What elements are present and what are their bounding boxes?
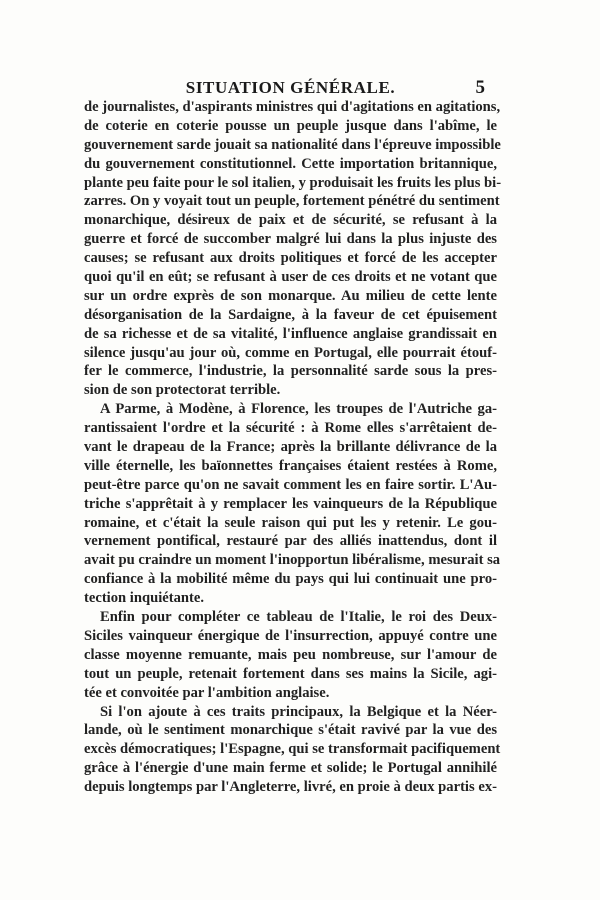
text-line: Si l'on ajoute à ces traits principaux, la Belgique et la Néer- [100,703,497,720]
text-line: rantissaient l'ordre et la sécurité : à Rome elles s'arrêtaient de- [84,420,497,437]
page-number: 5 [475,77,485,98]
paragraph [84,703,501,797]
page-body [84,98,502,797]
text-line: tout un peuple, retenait fortement dans ses mains la Sicile, agi- [84,665,497,682]
text-line: désorganisation de la Sardaigne, à la faveur de cet épuisement [84,306,497,323]
text-line: plante peu faite pour le sol italien, y produisait les fruits les plus bi- [84,174,502,191]
paragraph [84,608,497,702]
text-line: sion de son protectorat terrible. [84,382,281,399]
running-header [84,78,497,100]
text-line: de coterie en coterie pousse un peuple jusque dans l'abîme, le [84,117,497,134]
text-line: lande, où le sentiment monarchique s'était ravivé par la vue des [84,722,497,739]
text-line: triche s'apprêtait à y remplacer les vainqueurs de la République [84,495,497,512]
text-line: depuis longtemps par l'Angleterre, livré, en proie à deux partis ex- [84,779,497,796]
text-line: Enfin pour compléter ce tableau de l'Italie, le roi des Deux- [100,609,497,626]
text-line: de sa richesse et de sa vitalité, l'influence anglaise grandissait en [84,325,497,342]
text-line: quoi qu'il en eût; se refusant à user de ces droits et ne votant que [84,269,497,286]
text-line: romaine, et c'était la seule raison qui put les y retenir. Le gou- [84,514,497,531]
text-line: tée et convoitée par l'ambition anglaise. [84,684,330,701]
text-line: guerre et forcé de succomber malgré lui dans la plus injuste des [84,231,497,248]
text-line: gouvernement sarde jouait sa nationalité dans l'épreuve impossible [84,136,501,153]
text-line: vant le drapeau de la France; après la brillante délivrance de la [84,439,497,456]
text-line: sur un ordre exprès de son monarque. Au milieu de cette lente [84,287,497,304]
text-line: grâce à l'énergie d'une main ferme et solide; le Portugal annihilé [84,760,497,777]
text-line: de journalistes, d'aspirants ministres qui d'agitations en agitations, [84,99,501,115]
text-line: zarres. On y voyait tout un peuple, fortement pénétré du sentiment [84,193,500,210]
running-title: SITUATION GÉNÉRALE. [185,78,396,97]
paragraph [84,400,501,608]
text-line: A Parme, à Modène, à Florence, les troupes de l'Autriche ga- [100,401,497,418]
text-line: du gouvernement constitutionnel. Cette importation britannique, [84,155,497,172]
paragraph [84,98,502,400]
text-line: silence jusqu'au jour où, comme en Portugal, elle pourrait étouf- [84,344,497,361]
text-line: Siciles vainqueur énergique de l'insurrection, appuyé contre une [84,627,497,644]
text-line: confiance à la mobilité même du pays qui lui continuait une pro- [84,571,497,588]
text-line: vernement pontifical, restauré par des alliés inattendus, dont il [84,533,497,550]
text-line: avait pu craindre un moment l'inopportun libéralisme, mesurait sa [84,552,501,569]
text-line: tection inquiétante. [84,590,204,607]
text-line: classe moyenne remuante, mais peu nombreuse, sur l'amour de [84,646,497,663]
text-line: monarchique, désireux de paix et de sécurité, se refusant à la [84,212,497,229]
text-line: causes; se refusant aux droits politiques et forcé de les accepter [84,250,497,267]
text-line: excès démocratiques; l'Espagne, qui se transformait pacifiquement [84,741,501,758]
text-line: peut-être parce qu'on ne savait comment les en faire sortir. L'Au- [84,476,497,493]
text-line: ville éternelle, les baïonnettes françaises étaient restées à Rome, [84,457,497,474]
text-line: fer le commerce, l'industrie, la personnalité sarde sous la pres- [84,363,497,380]
